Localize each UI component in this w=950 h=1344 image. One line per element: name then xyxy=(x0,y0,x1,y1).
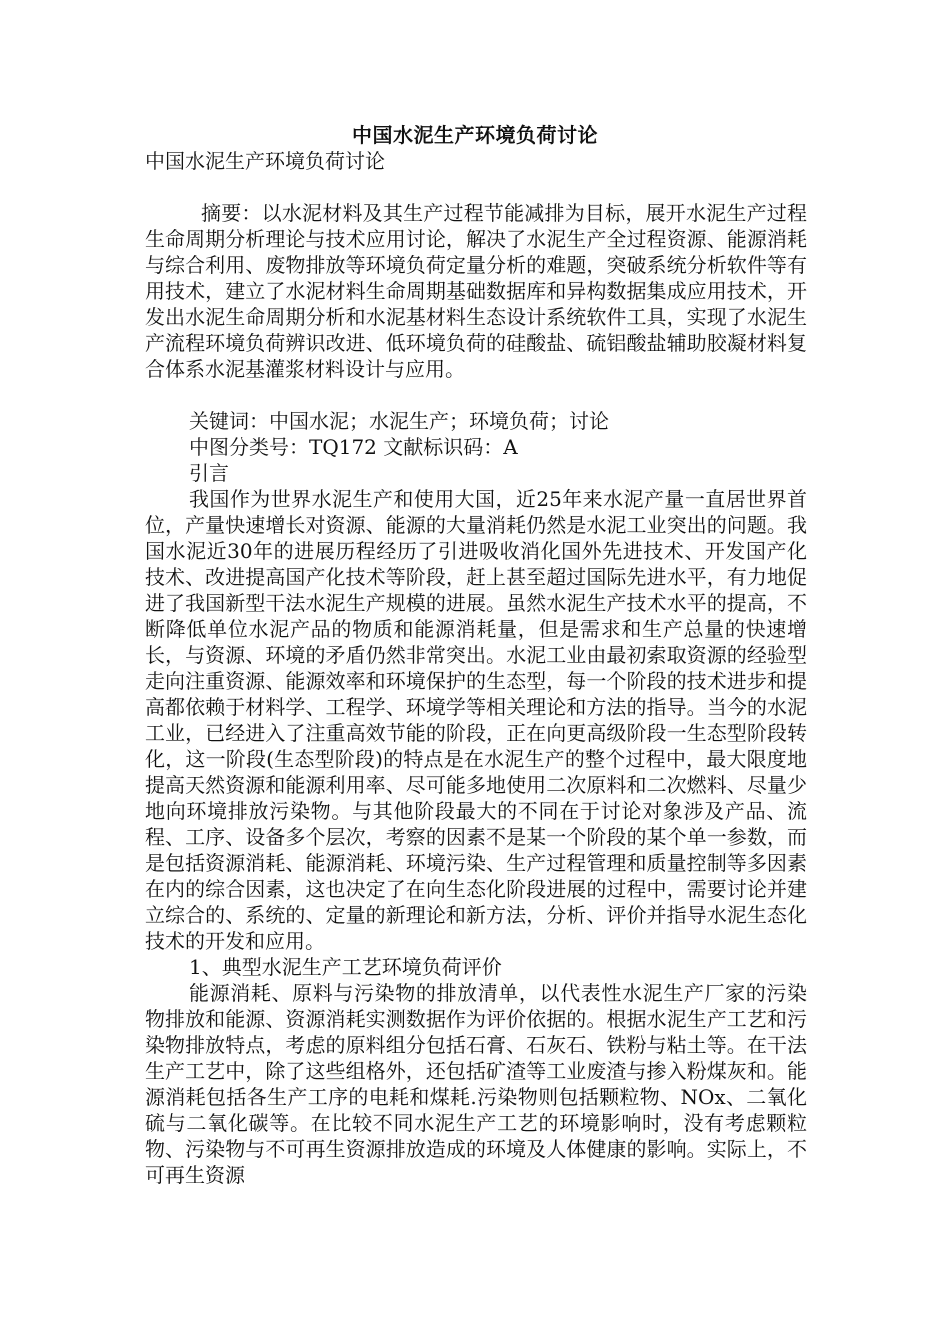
intro-heading: 引言 xyxy=(189,461,229,485)
document-subtitle: 中国水泥生产环境负荷讨论 xyxy=(145,149,385,173)
abstract-paragraph: 摘要：以水泥材料及其生产过程节能减排为目标，展开水泥生产过程生命周期分析理论与技术应用讨论，解决了水泥生产全过程资源、能源消耗与综合利用、废物排放等环境负荷定量分析的难题，突破系统分析软件等有用技术，建立了水泥材料生命周期基础数据库和异构数据集成应用技术，开发出水泥生命周期分析和水泥基材料生态设计系统软件工具，实现了水泥生产流程环境负荷辨识改进、低环境负荷的硅酸盐、硫铝酸盐辅助胶凝材料复合体系水泥基灌浆材料设计与应用。 xyxy=(145,201,807,381)
keywords-line: 关键词：中国水泥；水泥生产；环境负荷；讨论 xyxy=(189,409,609,433)
section-1-paragraph: 能源消耗、原料与污染物的排放清单，以代表性水泥生产厂家的污染物排放和能源、资源消耗实测数据作为评价依据的。根据水泥生产工艺和污染物排放特点，考虑的原料组分包括石膏、石灰石、铁粉与粘土等。在干法生产工艺中，除了这些组格外，还包括矿渣等工业废渣与掺入粉煤灰和。能源消耗包括各生产工序的电耗和煤耗.污染物则包括颗粒物、NOx、二氧化硫与二氧化碳等。在比较不同水泥生产工艺的环境影响时，没有考虑颗粒物、污染物与不可再生资源排放造成的环境及人体健康的影响。实际上，不可再生资源 xyxy=(145,981,807,1187)
document-body xyxy=(145,148,807,1188)
intro-paragraph: 我国作为世界水泥生产和使用大国，近25年来水泥产量一直居世界首位，产量快速增长对资源、能源的大量消耗仍然是水泥工业突出的问题。我国水泥近30年的进展历程经历了引进吸收消化国外先进技术、开发国产化技术、改进提高国产化技术等阶段，赶上甚至超过国际先进水平，有力地促进了我国新型干法水泥生产规模的进展。虽然水泥生产技术水平的提高，不断降低单位水泥产品的物质和能源消耗量，但是需求和生产总量的快速增长，与资源、环境的矛盾仍然非常突出。水泥工业由最初索取资源的经验型走向注重资源、能源效率和环境保护的生态型，每一个阶段的技术进步和提高都依赖于材料学、工程学、环境学等相关理论和方法的指导。当今的水泥工业，已经进入了注重高效节能的阶段，正在向更高级阶段一生态型阶段转化，这一阶段(生态型阶段)的特点是在水泥生产的整个过程中，最大限度地提高天然资源和能源利用率、尽可能多地使用二次原料和二次燃料、尽量少地向环境排放污染物。与其他阶段最大的不同在于讨论对象涉及产品、流程、工序、设备多个层次，考察的因素不是某一个阶段的某个单一参数，而是包括资源消耗、能源消耗、环境污染、生产过程管理和质量控制等多因素在内的综合因素，这也决定了在向生态化阶段进展的过程中，需要讨论并建立综合的、系统的、定量的新理论和新方法，分析、评价并指导水泥生态化技术的开发和应用。 xyxy=(145,487,807,953)
document-title: 中国水泥生产环境负荷讨论 xyxy=(352,123,598,147)
section-1-heading: 1、典型水泥生产工艺环境负荷评价 xyxy=(189,955,502,979)
classification-line: 中图分类号：TQ172 文献标识码：A xyxy=(189,435,518,459)
